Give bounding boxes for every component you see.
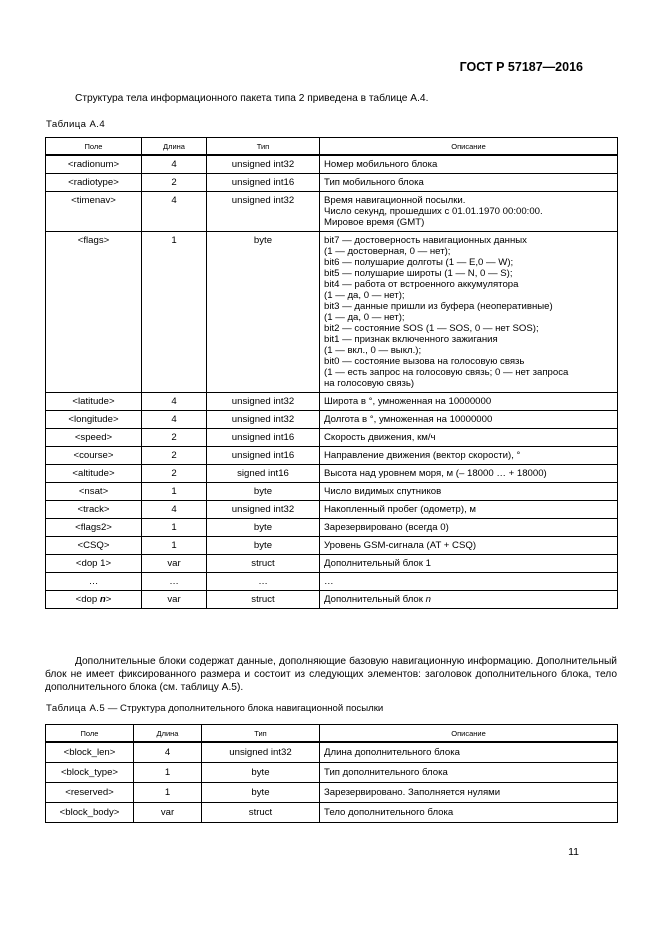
field-cell: <speed> [46, 429, 142, 447]
description-cell [320, 429, 618, 447]
type-cell: byte [207, 537, 320, 555]
description-variable: n [425, 594, 431, 605]
field-cell: <block_len> [46, 742, 134, 763]
table-row [46, 519, 618, 537]
type-cell: byte [207, 483, 320, 501]
table-row [46, 763, 618, 783]
length-cell: 1 [134, 783, 202, 803]
type-cell: struct [207, 591, 320, 609]
description-line: (1 — есть запрос на голосовую связь; 0 — нет запроса [324, 367, 569, 378]
field-cell: <reserved> [46, 783, 134, 803]
description-line: Число секунд, прошедших с 01.01.1970 00:00:00. [324, 206, 543, 217]
description-cell [320, 155, 618, 174]
table-a4-caption: Таблица А.4 [46, 119, 106, 130]
field-cell: <radionum> [46, 155, 142, 174]
description-line: Дополнительный блок 1 [324, 558, 431, 569]
type-cell: unsigned int16 [207, 174, 320, 192]
length-cell: 4 [142, 155, 207, 174]
table-row [46, 783, 618, 803]
description-line: bit0 — состояние вызова на голосовую связь [324, 356, 525, 367]
description-line: Долгота в °, умноженная на 10000000 [324, 414, 493, 425]
table-a5-caption [46, 703, 383, 714]
length-cell: 4 [142, 192, 207, 232]
length-cell: var [142, 591, 207, 609]
table-row [46, 573, 618, 591]
description-cell: Тип дополнительного блока [320, 763, 618, 783]
column-header: Поле [46, 138, 142, 156]
description-cell [320, 393, 618, 411]
table-row [46, 174, 618, 192]
type-cell: byte [202, 783, 320, 803]
description-line: (1 — да, 0 — нет); [324, 312, 405, 323]
description-cell [320, 411, 618, 429]
length-cell: 2 [142, 465, 207, 483]
description-cell [320, 537, 618, 555]
description-cell [320, 447, 618, 465]
type-cell: unsigned int32 [207, 501, 320, 519]
description-line: на голосовую связь) [324, 378, 415, 389]
table-a5-caption-title: — Структура дополнительного блока навигационной посылки [105, 703, 384, 714]
field-cell: <nsat> [46, 483, 142, 501]
description-line: … [324, 576, 334, 587]
length-cell: 2 [142, 174, 207, 192]
description-cell: Зарезервировано. Заполняется нулями [320, 783, 618, 803]
table-row [46, 591, 618, 609]
description-cell: Тело дополнительного блока [320, 803, 618, 823]
length-cell: var [142, 555, 207, 573]
length-cell: 4 [134, 742, 202, 763]
intro-text: Структура тела информационного пакета типа 2 приведена в таблице А.4. [75, 93, 429, 104]
length-cell: 1 [142, 232, 207, 393]
type-cell: struct [202, 803, 320, 823]
description-line: Высота над уровнем моря, м (– 18000 … + 18000) [324, 468, 547, 479]
field-cell: <course> [46, 447, 142, 465]
type-cell: signed int16 [207, 465, 320, 483]
column-header: Описание [320, 725, 618, 743]
description-line: Широта в °, умноженная на 10000000 [324, 396, 492, 407]
table-row [46, 192, 618, 232]
description-line: bit7 — достоверность навигационных данных [324, 235, 527, 246]
description-cell [320, 519, 618, 537]
table-row [46, 803, 618, 823]
description-cell [320, 573, 618, 591]
field-cell: <dop 1> [46, 555, 142, 573]
table-row [46, 742, 618, 763]
page-number: 11 [568, 846, 579, 858]
type-cell: unsigned int16 [207, 429, 320, 447]
table-row [46, 232, 618, 393]
length-cell: 1 [142, 483, 207, 501]
table-row [46, 447, 618, 465]
description-line: (1 — да, 0 — нет); [324, 290, 405, 301]
table-row [46, 429, 618, 447]
type-cell: unsigned int32 [207, 192, 320, 232]
field-suffix: > [105, 594, 112, 605]
description-cell [320, 232, 618, 393]
column-header: Поле [46, 725, 134, 743]
description-cell [320, 501, 618, 519]
description-cell [320, 483, 618, 501]
description-line: Номер мобильного блока [324, 159, 438, 170]
length-cell: 1 [134, 763, 202, 783]
field-cell: <CSQ> [46, 537, 142, 555]
description-line: Тип мобильного блока [324, 177, 424, 188]
description-line: bit5 — полушарие широты (1 — N, 0 — S); [324, 268, 513, 279]
description-line: bit4 — работа от встроенного аккумулятора [324, 279, 519, 290]
description-line: Зарезервировано (всегда 0) [324, 522, 449, 533]
field-cell: <longitude> [46, 411, 142, 429]
length-cell: var [134, 803, 202, 823]
table-a5-body [46, 742, 618, 823]
field-variable: n [99, 594, 106, 605]
table-row [46, 537, 618, 555]
length-cell: 2 [142, 447, 207, 465]
table-a4 [45, 137, 618, 609]
table-row [46, 483, 618, 501]
description-line: Скорость движения, км/ч [324, 432, 436, 443]
description-cell [320, 555, 618, 573]
description-cell [320, 591, 618, 609]
description-cell [320, 192, 618, 232]
field-cell: <block_type> [46, 763, 134, 783]
column-header: Описание [320, 138, 618, 156]
type-cell: byte [207, 232, 320, 393]
description-line: Накопленный пробег (одометр), м [324, 504, 477, 515]
table-row [46, 411, 618, 429]
type-cell: unsigned int32 [207, 411, 320, 429]
table-a5 [45, 724, 618, 823]
length-cell: 1 [142, 519, 207, 537]
description-line: Мировое время (GMT) [324, 217, 425, 228]
length-cell: 4 [142, 501, 207, 519]
column-header: Длина [134, 725, 202, 743]
table-a4-header-row [46, 138, 618, 156]
type-cell: byte [202, 763, 320, 783]
type-cell: byte [207, 519, 320, 537]
table-a5-header-row [46, 725, 618, 743]
document-code: ГОСТ Р 57187—2016 [459, 60, 583, 74]
type-cell: unsigned int32 [207, 393, 320, 411]
description-line: Время навигационной посылки. [324, 195, 466, 206]
type-cell: unsigned int32 [202, 742, 320, 763]
field-cell: <flags2> [46, 519, 142, 537]
table-row [46, 555, 618, 573]
field-cell: … [46, 573, 142, 591]
type-cell: struct [207, 555, 320, 573]
description-prefix: Дополнительный блок [324, 594, 426, 605]
type-cell: unsigned int32 [207, 155, 320, 174]
description-line: bit6 — полушарие долготы (1 — E,0 — W); [324, 257, 514, 268]
description-cell [320, 465, 618, 483]
table-row [46, 501, 618, 519]
column-header: Тип [202, 725, 320, 743]
table-a5-caption-label: Таблица А.5 [46, 703, 106, 714]
field-cell: <latitude> [46, 393, 142, 411]
field-cell: <block_body> [46, 803, 134, 823]
description-line: bit2 — состояние SOS (1 — SOS, 0 — нет SOS); [324, 323, 539, 334]
type-cell: … [207, 573, 320, 591]
field-cell [46, 591, 142, 609]
description-line: bit3 — данные пришли из буфера (неоперативные) [324, 301, 553, 312]
description-line: Уровень GSM-сигнала (AT + CSQ) [324, 540, 477, 551]
table-a4-body [46, 155, 618, 609]
description-line: Число видимых спутников [324, 486, 442, 497]
length-cell: … [142, 573, 207, 591]
table-row [46, 393, 618, 411]
type-cell: unsigned int16 [207, 447, 320, 465]
column-header: Тип [207, 138, 320, 156]
description-cell [320, 174, 618, 192]
length-cell: 1 [142, 537, 207, 555]
description-line: bit1 — признак включенного зажигания [324, 334, 498, 345]
length-cell: 4 [142, 411, 207, 429]
table-row [46, 465, 618, 483]
field-prefix: <dop [75, 594, 100, 605]
description-line: (1 — вкл., 0 — выкл.); [324, 345, 422, 356]
field-cell: <altitude> [46, 465, 142, 483]
length-cell: 2 [142, 429, 207, 447]
length-cell: 4 [142, 393, 207, 411]
field-cell: <track> [46, 501, 142, 519]
description-cell: Длина дополнительного блока [320, 742, 618, 763]
field-cell: <flags> [46, 232, 142, 393]
description-line: Направление движения (вектор скорости), ° [324, 450, 521, 461]
field-cell: <radiotype> [46, 174, 142, 192]
paragraph-additional-blocks: Дополнительные блоки содержат данные, дополняющие базовую навигационную информацию. Дополнительный блок не имеет фиксированного размера и состоит из следующих элементов: заголовок дополнительного блока, тело дополнительного блока (см. таблицу А.5). [45, 656, 617, 693]
table-row [46, 155, 618, 174]
column-header: Длина [142, 138, 207, 156]
description-line: (1 — достоверная, 0 — нет); [324, 246, 451, 257]
field-cell: <timenav> [46, 192, 142, 232]
